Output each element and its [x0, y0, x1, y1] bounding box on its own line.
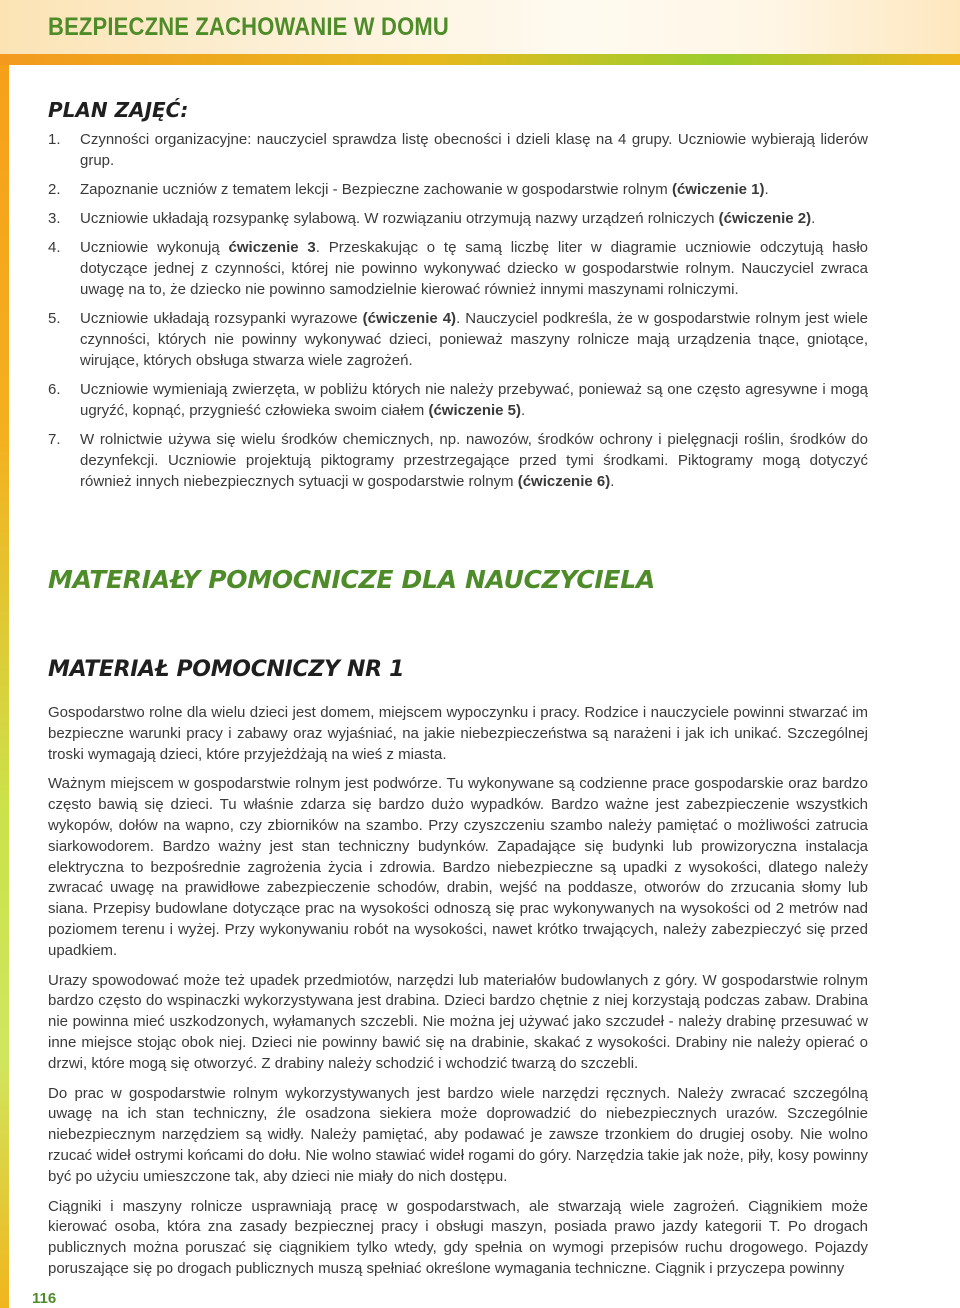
header-color-stripe — [0, 54, 960, 65]
plan-item-number: 1. — [48, 131, 61, 148]
plan-item — [48, 129, 868, 171]
side-color-bar — [0, 65, 9, 1308]
plan-list — [48, 129, 868, 500]
plan-item-text: Uczniowie układają rozsypankę sylabową. W rozwiązaniu otrzymują nazwy urządzeń rolniczych — [80, 210, 719, 227]
plan-item — [48, 237, 868, 300]
plan-item — [48, 308, 868, 371]
plan-item-text-end: . — [610, 473, 615, 490]
plan-item-text: Zapoznanie uczniów z tematem lekcji - Bezpieczne zachowanie w gospodarstwie rolnym — [80, 181, 672, 198]
plan-item — [48, 179, 868, 200]
body-paragraph: Ważnym miejscem w gospodarstwie rolnym jest podwórze. Tu wykonywane są codzienne prace gospodarskie oraz bardzo często bawią się dzieci. Tu właśnie zdarza się bardzo dużo wypadków. Bardzo ważne jest zabezpieczenie wszystkich wykopów, dołów na wapno, czy zbiorników na szambo. Przy czyszczeniu szambo należy pamiętać o możliwości zatrucia siarkowodorem. Bardzo ważny jest stan techniczny budynków. Zapadające się budynki lub prowizoryczna instalacja elektryczna to bezpośrednie zagrożenia życia i zdrowia. Bardzo niebezpieczne są upadki z wysokości, dlatego należy zwracać uwagę na prawidłowe zabezpieczenie schodów, drabin, wejść na poddasze, otworów do zrzucania słomy lub siana. Przepisy budowlane dotyczące prac na wysokości odnoszą się prac wykonywanych na wysokości od 2 metrów nad poziomem terenu i wyżej. Przy wykonywaniu robót na wysokości, nawet krótko trwających, należy zabezpieczyć się przed upadkiem. — [48, 775, 868, 959]
plan-item — [48, 429, 868, 492]
plan-item-number: 5. — [48, 310, 61, 327]
plan-item-number: 6. — [48, 381, 61, 398]
plan-item-text-end: . — [764, 181, 769, 198]
plan-item-text: Uczniowie wykonują — [80, 239, 229, 256]
body-paragraph: Do prac w gospodarstwie rolnym wykorzystywanych jest bardzo wiele narzędzi ręcznych. Należy zwracać szczególną uwagę na ich stan techniczny, źle osadzona siekiera może doprowadzić do niebezpiecznych urazów. Szczególnie niebezpiecznym narzędziem są widły. Należy pamiętać, aby podawać je zawsze trzonkiem do drugiej osoby. Nie wolno rzucać wideł ostrymi końcami do dołu. Nie wolno stawiać wideł rogami do góry. Narzędzia takie jak noże, piły, kosy powinny być po użyciu umieszczone tak, aby dzieci nie miały do nich dostępu. — [48, 1084, 868, 1185]
plan-title: PLAN ZAJĘĆ: — [48, 98, 189, 122]
exercise-ref: ćwiczenie 3 — [228, 239, 316, 256]
plan-item — [48, 379, 868, 421]
exercise-ref: (ćwiczenie 5) — [428, 402, 522, 419]
body-paragraph: Gospodarstwo rolne dla wielu dzieci jest domem, miejscem wypoczynku i pracy. Rodzice i nauczyciele powinni stwarzać im bezpieczne warunki pracy i zabawy oraz wyjaśniać, na jakie niebezpieczeństwa są narażeni i jak ich unikać. Szczególnej troski wymagają dzieci, które przyjeżdżają na wieś z miasta. — [48, 704, 868, 763]
materials-title: MATERIAŁY POMOCNICZE DLA NAUCZYCIELA — [48, 565, 655, 594]
plan-item-number: 4. — [48, 239, 61, 256]
exercise-ref: (ćwiczenie 4) — [362, 310, 457, 327]
plan-item-number: 7. — [48, 431, 61, 448]
aux-material-title: MATERIAŁ POMOCNICZY NR 1 — [48, 657, 405, 682]
plan-item-text: W rolnictwie używa się wielu środków chemicznych, np. nawozów, środków ochrony i pielęgnacji roślin, środków do dezynfekcji. Uczniowie projektują piktogramy przestrzegające przed tymi środkami. Piktogramy mogą dotyczyć również innych niebezpiecznych sytuacji w gospodarstwie rolnym — [80, 431, 868, 490]
plan-item — [48, 208, 868, 229]
exercise-ref: (ćwiczenie 6) — [517, 473, 611, 490]
plan-item-text-end: . — [521, 402, 526, 419]
plan-item-text-end: . Przeskakując o tę samą liczbę liter w diagramie uczniowie odczytują hasło dotyczące jednej z czynności, której nie powinno wykonywać dziecko w gospodarstwie rolnym. Nauczyciel zwraca uwagę na to, że dziecko nie powinno samodzielnie kierować również innymi maszynami rolniczymi. — [80, 239, 869, 298]
plan-item-text: Czynności organizacyjne: nauczyciel sprawdza listę obecności i dzieli klasę na 4 grupy. Uczniowie wybierają liderów grup. — [80, 131, 868, 169]
section-title: BEZPIECZNE ZACHOWANIE W DOMU — [48, 13, 449, 41]
plan-item-text-end: . — [811, 210, 816, 227]
plan-item-text: Uczniowie układają rozsypanki wyrazowe — [80, 310, 363, 327]
plan-item-number: 3. — [48, 210, 61, 227]
aux-material-body — [48, 703, 868, 1289]
exercise-ref: (ćwiczenie 2) — [718, 210, 812, 227]
plan-item-text: Uczniowie wymieniają zwierzęta, w pobliżu których nie należy przebywać, ponieważ są one często agresywne i mogą ugryźć, kopnąć, przygnieść człowieka swoim ciałem — [80, 381, 868, 419]
plan-item-text-end: . Nauczyciel podkreśla, że w gospodarstwie rolnym jest wiele czynności, których nie powinny wykonywać dzieci, ponieważ maszyny rolnicze mają urządzenia tnące, gniotące, wirujące, których obsługa stwarza wiele zagrożeń. — [80, 310, 868, 369]
body-paragraph: Ciągniki i maszyny rolnicze usprawniają pracę w gospodarstwach, ale stwarzają wiele zagrożeń. Ciągnikiem może kierować osoba, która zna zasady bezpiecznej pracy i obsługi maszyn, posiada prawo jazdy kategorii T. Po drogach publicznych można poruszać się ciągnikiem tylko wtedy, gdy spełnia on wymogi przepisów ruchu drogowego. Pojazdy poruszające się po drogach publicznych muszą spełniać określone wymagania techniczne. Ciągnik i przyczepa powinny — [48, 1197, 868, 1277]
exercise-ref: (ćwiczenie 1) — [671, 181, 765, 198]
page-number: 116 — [32, 1290, 57, 1307]
plan-item-number: 2. — [48, 181, 61, 198]
body-paragraph: Urazy spowodować może też upadek przedmiotów, narzędzi lub materiałów budowlanych z góry. W gospodarstwie rolnym bardzo często do wspinaczki wykorzystywana jest drabina. Dzieci bardzo chętnie z niej korzystają podczas zabaw. Drabina nie powinna mieć uszkodzonych, wyłamanych szczebli. Nie można jej używać jako szczudeł - należy drabinę przesuwać w inne miejsce stojąc obok niej. Dzieci nie powinny bawić się na drabinie, skakać z wysokości. Drabiny nie należy opierać o drzwi, które mogą się otworzyć. Z drabiny należy schodzić i wchodzić twarzą do szczebli. — [48, 971, 868, 1072]
